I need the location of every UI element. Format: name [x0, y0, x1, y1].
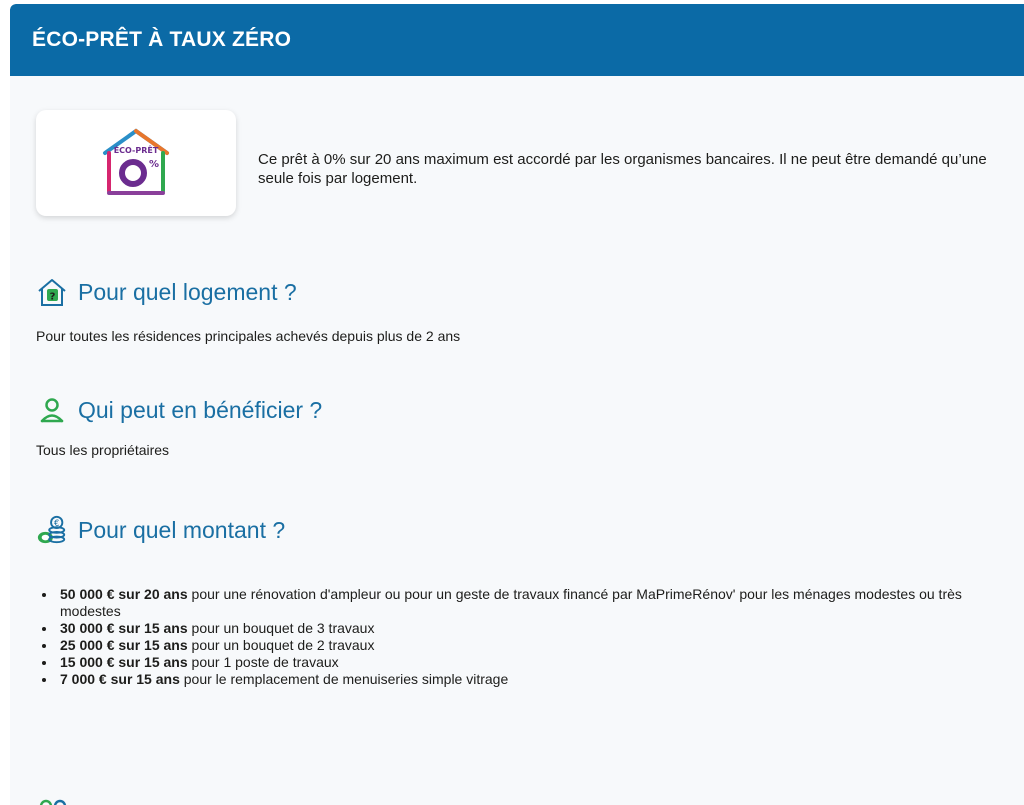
logo-text: ÉCO-PRÊT [113, 146, 159, 155]
logo-percent: % [149, 159, 160, 170]
amount-description: pour 1 poste de travaux [187, 654, 339, 670]
intro-text: Ce prêt à 0% sur 20 ans maximum est accordé par les organismes bancaires. Il ne peut être demandé qu’une seule fois par logement. [258, 151, 987, 187]
page-title: ÉCO-PRÊT À TAUX ZÉRO [32, 28, 292, 51]
section-title-text: Pour quel montant ? [78, 516, 286, 543]
amount-description: pour une rénovation d'ampleur ou pour un geste de travaux financé par MaPrimeRénov' pour les ménages modestes ou très modestes [60, 586, 962, 619]
section-text-beneficiaire: Tous les propriétaires [36, 442, 170, 458]
amount-bold: 50 000 € sur 20 ans [60, 586, 188, 602]
person-icon [36, 394, 68, 426]
section-text-logement: Pour toutes les résidences principales achevés depuis plus de 2 ans [36, 328, 461, 344]
amount-description: pour un bouquet de 2 travaux [187, 637, 375, 653]
section-title-text: Pour quel logement ? [78, 278, 297, 305]
list-item [36, 637, 996, 654]
amount-bold: 15 000 € sur 15 ans [60, 654, 188, 670]
amount-bold: 7 000 € sur 15 ans [60, 671, 180, 687]
section-title-text: Qui peut en bénéficier ? [78, 396, 323, 423]
page [10, 4, 1024, 805]
amount-bold: 30 000 € sur 15 ans [60, 620, 188, 636]
intro-block [36, 110, 1016, 220]
house-question-icon [36, 276, 68, 308]
list-item [36, 654, 996, 671]
list-item [36, 586, 996, 620]
list-item [36, 620, 996, 637]
amount-description: pour un bouquet de 3 travaux [187, 620, 375, 636]
coins-icon [36, 514, 68, 546]
next-section-icon [38, 796, 68, 805]
section-title-montant [36, 514, 285, 546]
section-title-beneficiaire [36, 394, 322, 426]
eco-ptz-logo-icon [101, 127, 171, 199]
svg-text:?: ? [49, 291, 56, 303]
section-title-logement [36, 276, 297, 308]
amount-bold: 25 000 € sur 15 ans [60, 637, 188, 653]
amount-list [36, 586, 996, 688]
list-item [36, 671, 996, 688]
page-header [10, 4, 1024, 76]
eco-ptz-logo-card [36, 110, 236, 216]
amount-description: pour le remplacement de menuiseries simple vitrage [179, 671, 509, 687]
svg-text:€: € [54, 517, 60, 528]
